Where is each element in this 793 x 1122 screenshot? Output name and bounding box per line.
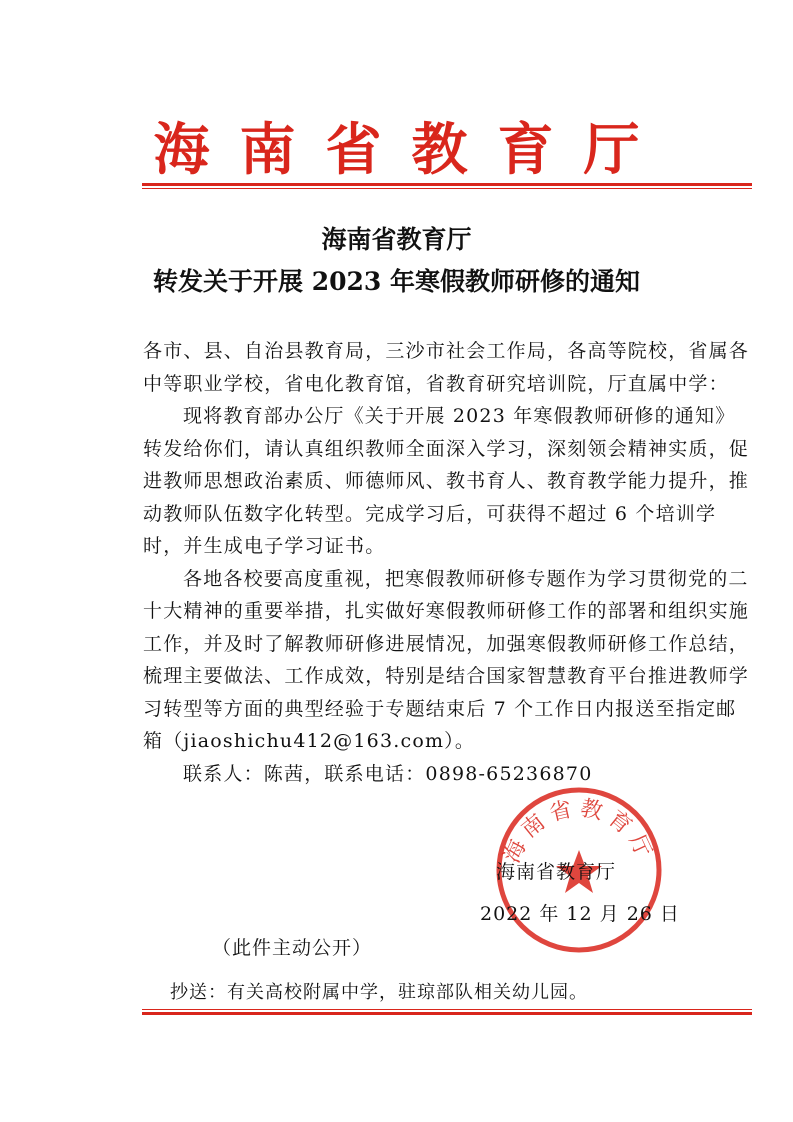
contact-info: 联系人：陈茜，联系电话：0898-65236870: [183, 762, 593, 785]
cc-line: 抄送：有关高校附属中学，驻琼部队相关幼儿园。: [170, 982, 588, 1003]
recipients: 各市、县、自治县教育局，三沙市社会工作局，各高等院校，省属各中等职业学校，省电化教育馆，省教育研究培训院，厅直属中学：: [143, 340, 750, 395]
signature-date: 2022 年 12 月 26 日: [480, 903, 680, 925]
paragraph-2: 各地各校要高度重视，把寒假教师研修专题作为学习贯彻党的二十大精神的重要举措，扎实做好寒假教师研修工作的部署和组织实施工作，并及时了解教师研修进展情况，加强寒假教师研修工作总结，梳理主要做法、工作成效，特别是结合国家智慧教育平台推进教师学习转型等方面的典型经验于专题结束后 7 个工作日内报送至指定邮箱（jiaoshichu412@163.com）。: [143, 567, 750, 752]
letterhead-rule-thin: [142, 188, 752, 189]
document-title-line-2: 转发关于开展 2023 年寒假教师研修的通知: [153, 267, 640, 296]
letterhead-rule-thick: [142, 183, 752, 186]
signature-org: 海南省教育厅: [496, 861, 617, 883]
seal-text: 海南省教育厅: [499, 795, 659, 867]
footer-rule-thin: [142, 1009, 752, 1010]
document-title-line-1: 海南省教育厅: [321, 225, 472, 254]
paragraph-1: 现将教育部办公厅《关于开展 2023 年寒假教师研修的通知》转发给你们，请认真组织教师全面深入学习，深刻领会精神实质，促进教师思想政治素质、师德师风、教书育人、教育教学能力提升，推动教师队伍数字化转型。完成学习后，可获得不超过 6 个培训学时，并生成电子学习证书。: [143, 405, 750, 557]
document-body: [143, 335, 753, 790]
letterhead-org-name: 海南省教育厅: [153, 117, 670, 183]
footer-rule-thick: [142, 1012, 752, 1015]
public-disclosure-note: （此件主动公开）: [212, 937, 373, 959]
